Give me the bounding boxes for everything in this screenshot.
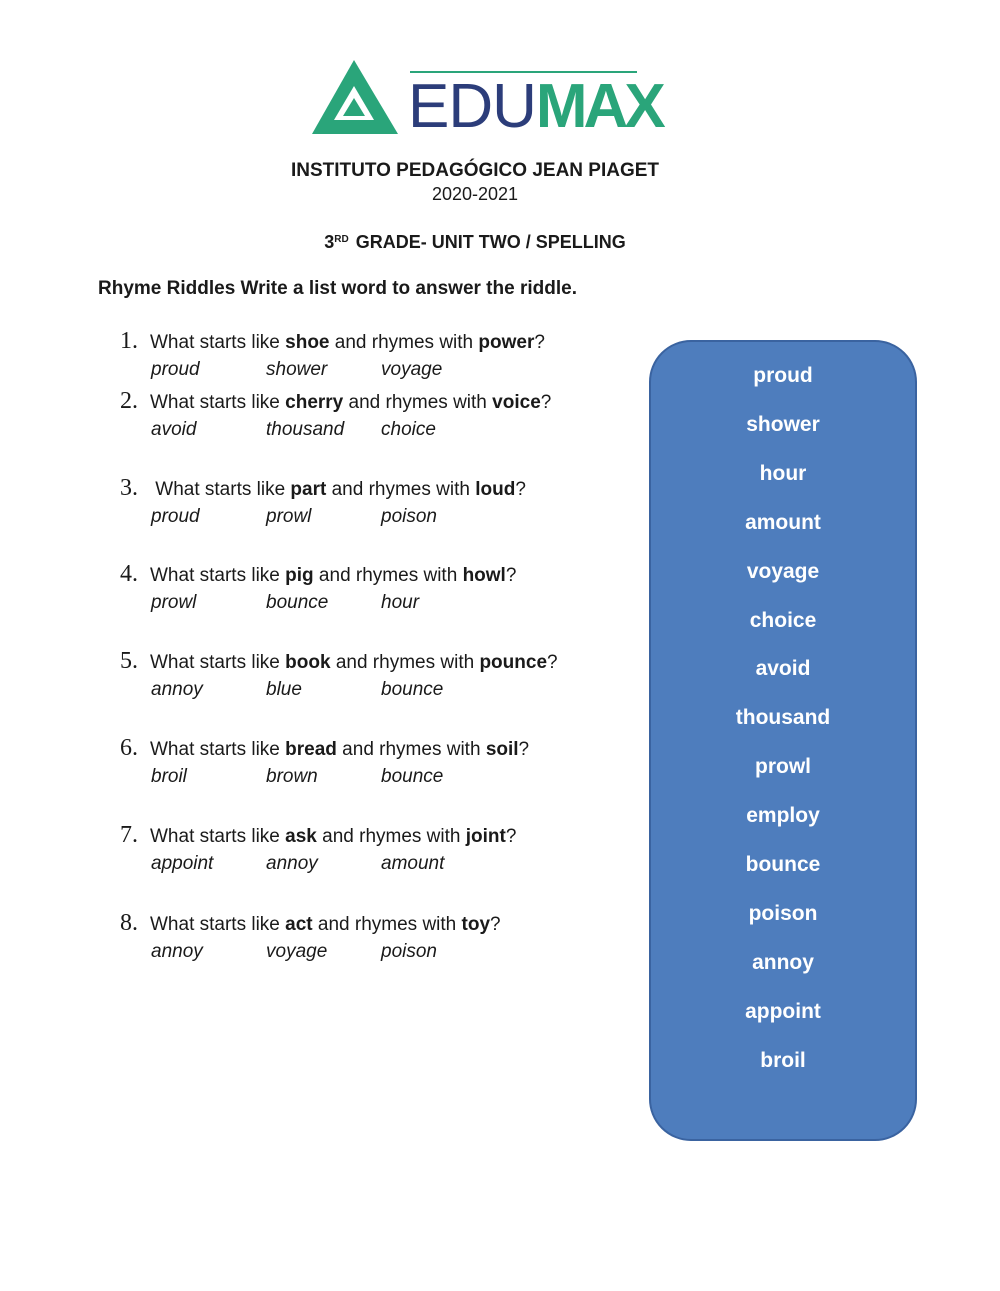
riddle-start-word: act xyxy=(285,914,313,935)
riddle-question xyxy=(120,910,640,938)
riddle-number: 5. xyxy=(120,648,138,674)
riddle-rhyme-word: voice xyxy=(492,392,541,413)
riddle-question xyxy=(120,822,640,850)
riddle-end: ? xyxy=(534,332,545,353)
riddle-prefix: What starts like xyxy=(150,392,286,413)
riddle-prefix: What starts like xyxy=(150,479,291,500)
riddle-rhyme-word: soil xyxy=(485,739,519,760)
riddle-question xyxy=(120,388,640,416)
riddle-option[interactable]: proud xyxy=(151,506,200,527)
riddle-option[interactable]: voyage xyxy=(266,941,328,962)
riddle-rhyme-word: loud xyxy=(475,479,516,500)
word-list-box xyxy=(649,340,917,1141)
riddle-options xyxy=(151,763,640,791)
riddle-rhyme-word: power xyxy=(478,332,535,353)
riddle-start-word: ask xyxy=(285,826,317,847)
riddle-middle: and rhymes with xyxy=(336,739,486,760)
riddle-option[interactable]: annoy xyxy=(266,853,318,874)
riddle-options xyxy=(151,676,640,704)
riddle-item xyxy=(120,735,640,791)
word-list-item: annoy xyxy=(752,950,814,974)
word-list-item: proud xyxy=(753,364,813,387)
riddle-options xyxy=(151,938,640,966)
riddle-rhyme-word: joint xyxy=(465,826,506,847)
riddle-options xyxy=(151,416,640,444)
riddle-start-word: part xyxy=(290,479,327,500)
riddle-middle: and rhymes with xyxy=(343,392,493,413)
riddle-end: ? xyxy=(515,479,526,500)
riddle-option[interactable]: bounce xyxy=(266,592,329,613)
grade-number: 3 xyxy=(324,232,335,252)
word-list-item: hour xyxy=(759,461,807,485)
instructions: Rhyme Riddles Write a list word to answer the riddle. xyxy=(98,278,577,299)
riddle-options xyxy=(151,589,640,617)
word-list-item: prowl xyxy=(755,755,811,779)
riddle-middle: and rhymes with xyxy=(312,914,462,935)
riddle-prefix: What starts like xyxy=(150,652,286,673)
riddle-end: ? xyxy=(547,652,558,673)
riddle-number: 6. xyxy=(120,735,138,761)
riddle-number: 7. xyxy=(120,822,138,848)
riddle-item xyxy=(120,822,640,878)
riddle-question xyxy=(120,475,640,503)
riddle-prefix: What starts like xyxy=(150,332,286,353)
riddle-end: ? xyxy=(505,826,517,847)
word-list-item: bounce xyxy=(745,853,821,876)
riddle-prefix: What starts like xyxy=(150,826,286,847)
riddle-option[interactable]: voyage xyxy=(381,359,443,380)
riddle-option[interactable]: shower xyxy=(266,359,328,380)
riddle-rhyme-word: toy xyxy=(461,914,491,935)
riddle-middle: and rhymes with xyxy=(329,332,479,353)
riddle-option[interactable]: poison xyxy=(381,506,437,527)
riddle-rhyme-word: pounce xyxy=(479,652,548,673)
riddle-end: ? xyxy=(490,914,501,935)
riddle-prefix: What starts like xyxy=(150,565,286,586)
riddle-option[interactable]: bounce xyxy=(381,679,444,700)
word-list-item: voyage xyxy=(746,559,820,583)
grade-ordinal: RD xyxy=(334,234,349,245)
riddle-options xyxy=(151,356,640,384)
riddle-prefix: What starts like xyxy=(150,914,286,935)
riddle-middle: and rhymes with xyxy=(326,479,476,500)
riddle-end: ? xyxy=(505,565,517,586)
riddle-item xyxy=(120,910,640,966)
word-list-item: shower xyxy=(746,412,820,436)
riddle-item xyxy=(120,561,640,617)
riddle-item xyxy=(120,475,640,531)
riddle-number: 1. xyxy=(120,328,138,354)
riddle-item xyxy=(120,648,640,704)
riddle-rhyme-word: howl xyxy=(462,565,506,586)
riddle-prefix: What starts like xyxy=(150,739,286,760)
riddle-start-word: cherry xyxy=(285,392,344,413)
riddle-option[interactable]: brown xyxy=(266,766,318,787)
grade-rest: GRADE- UNIT TWO / SPELLING xyxy=(355,232,626,252)
word-list-item: poison xyxy=(748,901,818,925)
riddle-start-word: bread xyxy=(285,739,337,760)
riddle-item xyxy=(120,328,640,384)
riddle-option[interactable]: annoy xyxy=(151,679,203,700)
riddle-question xyxy=(120,735,640,763)
school-name: INSTITUTO PEDAGÓGICO JEAN PIAGET xyxy=(290,160,660,181)
riddle-start-word: shoe xyxy=(285,332,330,353)
word-list-item: employ xyxy=(746,804,820,828)
word-list-item: broil xyxy=(760,1048,806,1072)
riddle-end: ? xyxy=(540,392,552,413)
riddle-option[interactable]: hour xyxy=(381,592,420,613)
word-list-item: appoint xyxy=(745,999,821,1023)
riddle-option[interactable]: prowl xyxy=(151,592,197,613)
riddle-option[interactable]: poison xyxy=(381,941,437,962)
word-list-item: choice xyxy=(749,608,817,632)
riddle-question xyxy=(120,648,640,676)
riddle-option[interactable]: bounce xyxy=(381,766,444,787)
riddle-start-word: book xyxy=(285,652,331,673)
riddle-number: 3. xyxy=(120,475,138,501)
riddle-option[interactable]: appoint xyxy=(151,853,214,874)
word-list-item: thousand xyxy=(735,706,831,730)
riddle-option[interactable]: choice xyxy=(381,419,436,440)
riddle-item xyxy=(120,388,640,444)
riddle-option[interactable]: blue xyxy=(266,679,302,700)
riddle-option[interactable]: annoy xyxy=(151,941,203,962)
riddle-middle: and rhymes with xyxy=(313,565,463,586)
riddle-start-word: pig xyxy=(285,565,314,586)
riddle-middle: and rhymes with xyxy=(330,652,480,673)
riddle-question xyxy=(120,328,640,356)
riddle-options xyxy=(151,503,640,531)
riddle-number: 4. xyxy=(120,561,138,587)
riddle-end: ? xyxy=(518,739,530,760)
riddle-question xyxy=(120,561,640,589)
riddle-option[interactable]: broil xyxy=(151,766,187,787)
riddle-middle: and rhymes with xyxy=(316,826,466,847)
riddle-option[interactable]: amount xyxy=(381,853,445,874)
logo-text-edu: EDU xyxy=(408,72,536,141)
riddle-options xyxy=(151,850,640,878)
word-list-item: amount xyxy=(745,510,821,534)
word-list-item: avoid xyxy=(755,657,811,681)
riddle-option[interactable]: thousand xyxy=(266,419,345,440)
riddle-number: 2. xyxy=(120,388,138,414)
school-year: 2020-2021 xyxy=(431,184,519,204)
riddle-option[interactable]: prowl xyxy=(266,506,312,527)
riddle-option[interactable]: proud xyxy=(151,359,200,380)
edumax-logo-text xyxy=(408,72,662,141)
riddle-option[interactable]: avoid xyxy=(151,419,197,440)
riddle-number: 8. xyxy=(120,910,138,936)
grade-title xyxy=(0,232,950,253)
logo-text-max: MAX xyxy=(535,72,662,141)
